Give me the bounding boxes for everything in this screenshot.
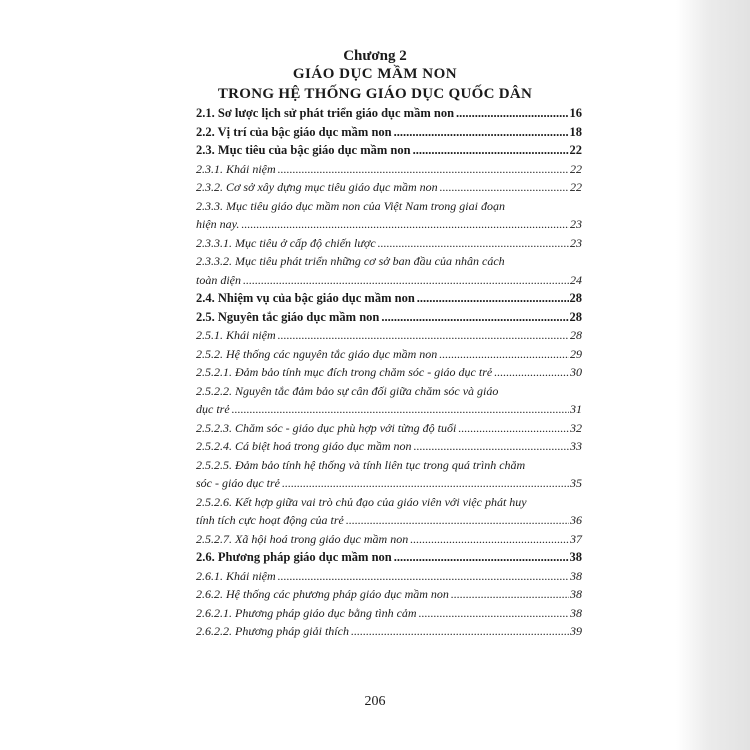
toc-entry-line: [196, 345, 582, 364]
toc-dot-leader: [410, 530, 569, 549]
toc-page-number: 28: [570, 328, 582, 342]
toc-entry-line: [196, 234, 582, 253]
toc-subsection-entry: [196, 622, 582, 641]
toc-page-number: 29: [570, 346, 582, 361]
toc-subsection-entry: [196, 197, 582, 234]
toc-subsection-entry: [196, 160, 582, 179]
toc-dot-leader: [278, 326, 569, 345]
toc-entry-title: 2.5.2.4. Cá biệt hoá trong giáo dục mầm non: [196, 439, 412, 453]
toc-page-number: 22: [570, 180, 582, 194]
toc-entry-title: sóc - giáo dục trẻ: [196, 476, 280, 490]
toc-entry-title: 2.5.2. Hệ thống các nguyên tắc giáo dục mầm non: [196, 346, 438, 361]
toc-dot-leader: [351, 622, 569, 641]
toc-entry-title: 2.6. Phương pháp giáo dục mầm non: [196, 550, 392, 564]
toc-dot-leader: [394, 548, 569, 567]
chapter-title-line-1: GIÁO DỤC MẦM NON: [292, 66, 458, 82]
toc-subsection-entry: [196, 345, 582, 364]
toc-entry-title: 2.4. Nhiệm vụ của bậc giáo dục mầm non: [196, 291, 415, 305]
toc-entry-line: [196, 215, 582, 234]
toc-page-number: 22: [570, 161, 582, 176]
toc-subsection-entry: [196, 456, 582, 493]
toc-entry-title: 2.3.2. Cơ sở xây dựng mục tiêu giáo dục mầm non: [196, 180, 438, 194]
toc-entry-title-first-line: 2.5.2.2. Nguyên tắc đảm bảo sự cân đối giữa chăm sóc và giáo: [196, 383, 499, 398]
toc-dot-leader: [394, 123, 569, 142]
toc-section-entry: [196, 548, 582, 567]
toc-page-number: 23: [570, 217, 582, 231]
toc-entry-line: [196, 585, 582, 604]
toc-section-entry: [196, 104, 582, 123]
toc-subsection-entry: [196, 326, 582, 345]
toc-subsection-entry: [196, 437, 582, 456]
toc-subsection-entry: [196, 493, 582, 530]
toc-entry-line: [196, 437, 582, 456]
toc-entry-line: [196, 363, 582, 382]
toc-page-number: 24: [570, 272, 582, 287]
toc-subsection-entry: [196, 252, 582, 289]
toc-page-number: 38: [569, 550, 582, 564]
toc-page-number: 28: [569, 309, 582, 324]
toc-entry-title-first-line: 2.5.2.5. Đảm bảo tính hệ thống và tính liên tục trong quá trình chăm: [196, 457, 526, 472]
toc-entry-title: 2.3.3.1. Mục tiêu ở cấp độ chiến lược: [196, 235, 376, 250]
toc-dot-leader: [378, 234, 569, 253]
toc-dot-leader: [417, 289, 569, 308]
chapter-title-line-2: TRONG HỆ THỐNG GIÁO DỤC QUỐC DÂN: [217, 86, 533, 102]
toc-page-number: 18: [569, 124, 582, 139]
toc-entry-title: 2.6.2.1. Phương pháp giáo dục bằng tình cảm: [196, 605, 417, 620]
table-of-contents: [196, 104, 582, 641]
toc-entry-title: 2.5.2.3. Chăm sóc - giáo dục phù hợp với từng độ tuổi: [196, 420, 457, 435]
toc-dot-leader: [282, 474, 569, 493]
toc-dot-leader: [439, 345, 569, 364]
toc-page-number: 33: [570, 439, 582, 453]
toc-dot-leader: [278, 567, 569, 586]
toc-entry-title-first-line: 2.3.3.2. Mục tiêu phát triển những cơ sở ban đầu của nhân cách: [196, 254, 505, 268]
toc-entry-line: [196, 141, 582, 160]
toc-page-number: 39: [570, 624, 582, 638]
toc-page-number: 22: [569, 143, 582, 157]
toc-dot-leader: [451, 585, 569, 604]
toc-page-number: 37: [570, 531, 582, 546]
toc-section-entry: [196, 141, 582, 160]
toc-entry-line: [196, 622, 582, 641]
toc-page-number: 38: [570, 587, 582, 601]
toc-dot-leader: [413, 141, 569, 160]
toc-entry-title: 2.5. Nguyên tắc giáo dục mầm non: [196, 309, 380, 324]
toc-dot-leader: [440, 178, 569, 197]
toc-entry-title: 2.3. Mục tiêu của bậc giáo dục mầm non: [196, 143, 411, 157]
toc-dot-leader: [232, 400, 569, 419]
toc-dot-leader: [381, 308, 568, 327]
toc-dot-leader: [456, 104, 568, 123]
toc-entry-line: [196, 400, 582, 419]
toc-entry-line: [196, 474, 582, 493]
toc-entry-line: [196, 178, 582, 197]
toc-entry-title: 2.6.2. Hệ thống các phương pháp giáo dục mầm non: [196, 587, 449, 601]
toc-subsection-entry: [196, 530, 582, 549]
toc-page-number: 38: [570, 605, 582, 620]
toc-page-number: 35: [570, 476, 582, 490]
toc-page-number: 32: [570, 420, 582, 435]
toc-entry-title: dục trẻ: [196, 402, 230, 416]
toc-entry-title: 2.1. Sơ lược lịch sử phát triển giáo dục mầm non: [196, 106, 455, 120]
toc-entry-line: [196, 548, 582, 567]
toc-dot-leader: [278, 160, 569, 179]
toc-entry-title: 2.5.2.7. Xã hội hoá trong giáo dục mầm non: [196, 531, 409, 546]
toc-entry-title-first-line: 2.3.3. Mục tiêu giáo dục mầm non của Việt Nam trong giai đoạn: [196, 198, 505, 213]
toc-entry-title-first-line: 2.5.2.6. Kết hợp giữa vai trò chủ đạo của giáo viên với việc phát huy: [196, 494, 527, 509]
page-edge-shadow: [676, 0, 750, 750]
toc-entry-title: hiện nay.: [196, 217, 240, 231]
toc-page-number: 30: [570, 365, 582, 379]
toc-entry-line: [196, 511, 582, 530]
toc-page-number: 23: [570, 235, 582, 250]
toc-subsection-entry: [196, 604, 582, 623]
toc-entry-title: tính tích cực hoạt động của trẻ: [196, 513, 344, 527]
toc-entry-line: [196, 123, 582, 142]
toc-dot-leader: [243, 271, 569, 290]
toc-page-number: 16: [569, 106, 582, 120]
toc-subsection-entry: [196, 363, 582, 382]
toc-subsection-entry: [196, 382, 582, 419]
toc-section-entry: [196, 289, 582, 308]
toc-dot-leader: [241, 215, 569, 234]
toc-entry-line: [196, 271, 582, 290]
toc-page-number: 38: [570, 568, 582, 583]
toc-page-number: 31: [570, 402, 582, 416]
toc-entry-line: [196, 419, 582, 438]
toc-entry-line: [196, 104, 582, 123]
chapter-label: Chương 2: [343, 48, 407, 64]
toc-entry-line: [196, 160, 582, 179]
toc-page-number: 36: [570, 513, 582, 527]
toc-entry-title: 2.5.2.1. Đảm bảo tính mục đích trong chăm sóc - giáo dục trẻ: [196, 365, 493, 379]
toc-dot-leader: [494, 363, 569, 382]
page-number: 206: [364, 694, 386, 709]
toc-entry-line: [196, 289, 582, 308]
toc-subsection-entry: [196, 567, 582, 586]
toc-subsection-entry: [196, 585, 582, 604]
toc-entry-line: [196, 604, 582, 623]
toc-entry-line: [196, 567, 582, 586]
toc-subsection-entry: [196, 178, 582, 197]
toc-page-number: 28: [569, 291, 582, 305]
toc-dot-leader: [414, 437, 569, 456]
toc-entry-line: [196, 326, 582, 345]
toc-entry-title: 2.6.1. Khái niệm: [196, 568, 276, 583]
toc-entry-title: toàn diện: [196, 272, 241, 287]
toc-entry-title: 2.5.1. Khái niệm: [196, 328, 276, 342]
toc-entry-title: 2.6.2.2. Phương pháp giải thích: [196, 624, 349, 638]
toc-entry-line: [196, 308, 582, 327]
toc-section-entry: [196, 123, 582, 142]
toc-dot-leader: [458, 419, 569, 438]
toc-subsection-entry: [196, 419, 582, 438]
toc-entry-title: 2.2. Vị trí của bậc giáo dục mầm non: [196, 124, 392, 139]
toc-subsection-entry: [196, 234, 582, 253]
toc-dot-leader: [346, 511, 569, 530]
toc-dot-leader: [419, 604, 569, 623]
toc-entry-title: 2.3.1. Khái niệm: [196, 161, 276, 176]
toc-entry-line: [196, 530, 582, 549]
toc-section-entry: [196, 308, 582, 327]
